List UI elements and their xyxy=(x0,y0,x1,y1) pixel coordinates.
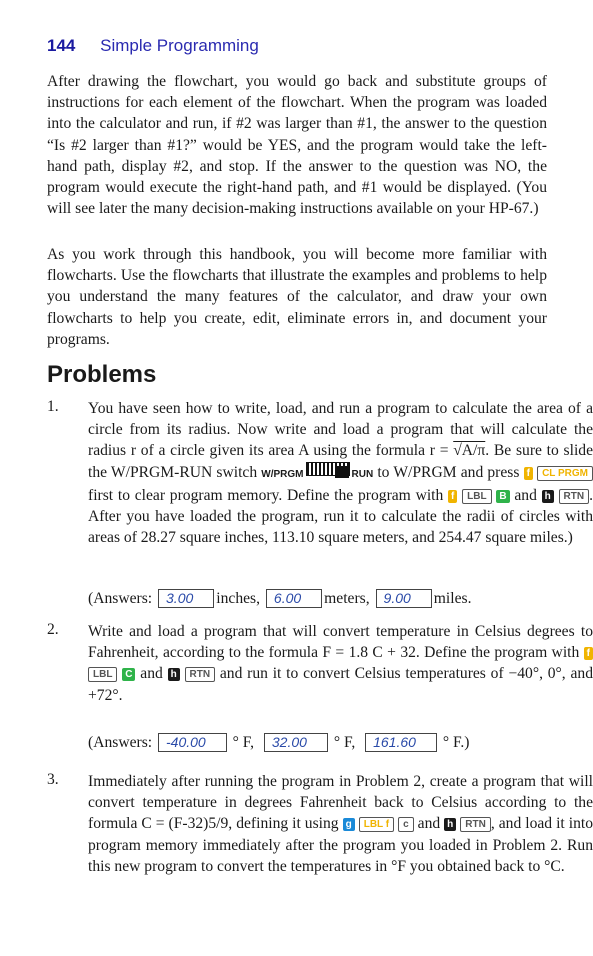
problem-text: You have seen how to write, load, and run a program to calculate the area of a circle from its radius. Now write and load a program that will calculate the radius r of a circle given its area A using the formula r = √A/π. Be sure to slide the W/PRGM-RUN switch W/PRGM RUN to W/PRGM and press f CL PRGM first to clear program memory. Define the program with f LBL B and h RTN . After you have loaded the program, run it to calculate the radii of circles with areas of 28.27 square inches, 113.10 square meters, and 254.47 square miles.) xyxy=(88,400,593,547)
problem-text: Write and load a program that will convert temperature in Celsius degrees to Fahrenheit, according to the formula F = 1.8 C + 32. Define the program with f LBL C and h RTN and run it to convert Celsius temperatures of −40°, 0°, and +72°. xyxy=(88,623,593,704)
answer-display: 161.60 xyxy=(365,733,437,752)
key-h: h xyxy=(542,490,554,503)
key-lbl: LBL xyxy=(88,667,117,682)
page-header xyxy=(47,36,259,56)
formula: √A/π xyxy=(453,442,486,460)
problem-number: 1. xyxy=(47,398,59,415)
answer-display: -40.00 xyxy=(158,733,227,752)
key-b: B xyxy=(496,490,509,503)
answer-display: 32.00 xyxy=(264,733,328,752)
key-lbl-f: LBL f xyxy=(359,817,394,832)
key-f: f xyxy=(448,490,457,503)
key-f: f xyxy=(584,647,593,660)
intro-paragraph-2: As you work through this handbook, you will become more familiar with flowcharts. Use the flowcharts that illustrate the examples and problems to help you understand the many features of the calculator, and draw your own flowcharts to help you create, edit, eliminate errors in, and document your programs. xyxy=(47,246,547,348)
key-rtn: RTN xyxy=(559,489,590,504)
answer-display: 9.00 xyxy=(376,589,432,608)
running-title: Simple Programming xyxy=(100,36,259,55)
answers-line: (Answers: -40.00 ° F, 32.00 ° F, 161.60 ° F.) xyxy=(88,734,470,751)
problem-text: Immediately after running the program in Problem 2, create a program that will convert temperature in degrees Fahrenheit back to Celsius according to the formula C = (F-32)5/9, defining it using g LBL f c and h RTN , and load it into program memory immediately after the program you loaded in Problem 2. Run this new program to convert the temperatures in °F you obtained back to °C. xyxy=(88,773,593,875)
key-c-lower: c xyxy=(398,817,414,832)
problem-number: 3. xyxy=(47,771,59,788)
intro-paragraph-1: After drawing the flowchart, you would go back and substitute groups of instructions for each element of the flowchart. When the program was loaded into the calculator and run, if #2 was larger than #1, the answer to the question “Is #2 larger than #1?” would be YES, and the program would take the left-hand path, display #2, and stop. If the answer to the question was NO, the program would execute the right-hand path, and #1 would be displayed. (You will see later the many decision-making instructions available on your HP-67.) xyxy=(47,73,547,218)
wprgm-run-switch-icon xyxy=(306,462,350,476)
key-lbl: LBL xyxy=(462,489,491,504)
answer-display: 6.00 xyxy=(266,589,322,608)
answer-display: 3.00 xyxy=(158,589,214,608)
key-h: h xyxy=(168,668,180,681)
key-rtn: RTN xyxy=(185,667,216,682)
switch-label-right: RUN xyxy=(351,468,374,480)
key-rtn: RTN xyxy=(460,817,491,832)
key-g: g xyxy=(343,818,355,831)
key-h: h xyxy=(444,818,456,831)
switch-label-left: W/PRGM xyxy=(261,468,304,480)
key-c: C xyxy=(122,668,135,681)
key-clprgm: CL PRGM xyxy=(537,466,593,481)
section-heading: Problems xyxy=(47,361,157,388)
answers-line: (Answers: 3.00 inches, 6.00 meters, 9.00 miles. xyxy=(88,590,472,607)
page-number: 144 xyxy=(47,36,76,55)
key-f: f xyxy=(524,467,533,480)
problem-number: 2. xyxy=(47,621,59,638)
